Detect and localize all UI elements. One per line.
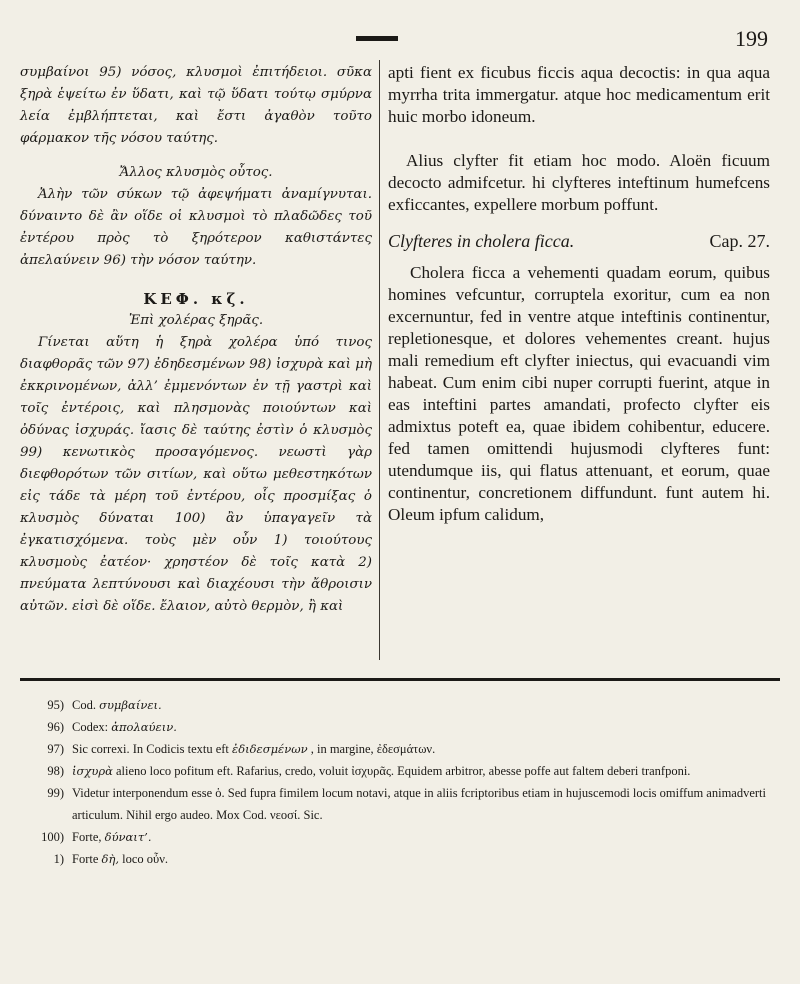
footnote-text-pre: Cod. (72, 698, 96, 712)
footnote (22, 694, 778, 716)
footnote-greek-term: δύναιτ’. (104, 830, 152, 844)
header-ornament-rule (356, 36, 398, 41)
greek-column (20, 62, 372, 618)
footnote-greek-term: δὴ, (101, 852, 119, 866)
footnote-text (72, 760, 778, 782)
greek-chapter-heading: ΚΕΦ. κζ. (143, 290, 249, 308)
footnote-number: 96) (47, 720, 64, 734)
footnote (22, 760, 778, 782)
footnote (22, 826, 778, 848)
greek-paragraph-3: Γίνεται αὕτη ἡ ξηρὰ χολέρα ὑπό τινος διαφθορᾶς τῶν 97) ἐδηδεσμένων 98) ἰσχυρὰ καὶ μὴ ἐκκρινομένων, ἀλλ’ ἐμμενόντων ἐν τῇ γαστρὶ καὶ τοῖς ἐντέροις, καὶ πλησμονὰς ποιούντων καὶ ὀδύνας ἰσχυράς. ἴασις δὲ ταύτης ἐστὶν ὁ κλυσμὸς 99) κενωτικὸς προσαγόμενος. νεωστὶ γὰρ διεφθορότων τῶν σιτίων, καὶ οὕτω μεθεστηκότων εἰς τάδε τὰ μέρη τοῦ ἐντέρου, οἷς προσμίξας ὁ κλυσμὸς δύναται 100) ἂν ὑπαγαγεῖν τὰ ἐγκατισχόμενα. τοὺς μὲν οὖν 1) τοιούτους κλυσμοὺς ἐατέον· χρηστέον δὲ τοῖς κατὰ 2) πνεύματα λεπτύνουσι καὶ διαχέουσι τὴν ἄθροισιν αὐτῶν. εἰσὶ δὲ οἵδε. ἔλαιον, αὐτὸ θερμὸν, ἢ καὶ (20, 335, 372, 614)
footnote-text-post: loco οὖν. (122, 852, 168, 866)
footnote-number: 98) (47, 764, 64, 778)
page-number: 199 (735, 26, 768, 51)
footnote-number: 95) (47, 698, 64, 712)
footnote-text (72, 738, 778, 760)
footnotes (22, 694, 778, 870)
footnote-number: 97) (47, 742, 64, 756)
footnote-number: 1) (53, 852, 64, 866)
footnote-text-pre: Forte, (72, 830, 102, 844)
footnote (22, 848, 778, 870)
footnote-greek-term: ἰσχυρὰ (72, 764, 113, 778)
latin-heading-cap: Cap. 27. (709, 231, 770, 251)
footnote-text-pre: Codex: (72, 720, 109, 734)
footnote-text (72, 782, 778, 826)
footnote-number: 100) (41, 830, 64, 844)
footnote-greek-term: ἐδιδεσμένων (232, 742, 308, 756)
footnote-text-pre: Sic correxi. In Codicis textu eft (72, 742, 229, 756)
footnote-text-post: alieno loco pofitum eft. Rafarius, credo, voluit ἰσχυρᾶς. Equidem arbitror, abesse poffe aut faltem deberi tranfponi. (115, 764, 691, 778)
greek-section-title: Ἄλλος κλυσμὸς οὗτος. (119, 165, 273, 180)
footnote-text-pre: Forte (72, 852, 99, 866)
footnote-text (72, 826, 778, 848)
footnote-greek-term: συμβαίνει. (99, 698, 162, 712)
latin-chapter-heading (388, 230, 770, 252)
latin-heading-title: Clyfteres in cholera ficca. (388, 231, 575, 251)
footnote-text-pre: Videtur interponendum esse ὁ. Sed fupra fimilem locum notavi, atque in aliis fcriptoribus etiam in hujuscemodi locis omiffum animadverti articulum. Nihil ergo audeo. Mox Cod. νεοσί. Sic. (72, 786, 767, 822)
footnote-text (72, 716, 778, 738)
greek-paragraph-1: συμβαίνοι 95) νόσος, κλυσμοὶ ἐπιτήδειοι. σῦκα ξηρὰ ἑψείτω ἐν ὕδατι, καὶ τῷ ὕδατι τούτῳ σμύρνα λεία ἐμβλήπτεται, καὶ ἔστι ἀγαθὸν τοῦτο φάρμακον τῆς νόσου ταύτης. (20, 65, 372, 146)
footnote (22, 782, 778, 826)
column-divider (379, 60, 380, 660)
footnote (22, 716, 778, 738)
latin-paragraph-3: Cholera ficca a vehementi quadam eorum, quibus homines vefcuntur, corruptela exoritur, cum ea non excernuntur, fed in ventre atque inteftinis continentur, repletionesque, et dolores vehementes creant. hujus mali remedium eft clyfter iniectus, qui evacuandi vim habeat. Cum enim cibi nuper corrupti fuerint, atque in eas inteftini partes amandati, profecto clyfter eis admixtus poteft ea, quae ibidem cohibentur, educere. fed tamen omittendi hujusmodi clyfteres funt: utendumque iis, qui flatus attenuant, et eorum, quae continentur, concretionem diffundunt. funt autem hi. Oleum ipfum calidum, (388, 263, 770, 524)
greek-chapter-subtitle: Ἐπὶ χολέρας ξηρᾶς. (128, 313, 264, 328)
footnote-text-post: , in margine, ἐδεσμάτων. (310, 742, 436, 756)
latin-column (388, 62, 770, 526)
latin-paragraph-2: Alius clyfter fit etiam hoc modo. Aloën ficuum decocto admifcetur. hi clyfteres inteftinum humefcens exficcantes, expellere morbum poffunt. (388, 151, 770, 214)
footnote (22, 738, 778, 760)
greek-paragraph-2: Ἀλὴν τῶν σύκων τῷ ἀφεψήματι ἀναμίγνυται. δύναιντο δὲ ἂν οἵδε οἱ κλυσμοὶ τὸ πλαδῶδες τοῦ ἐντέρου πρὸς τὸ ξηρότερον καθιστάντες ἀπελαύνειν 96) τὴν νόσον ταύτην. (20, 187, 372, 268)
footnote-separator-rule (20, 678, 780, 681)
footnote-text (72, 694, 778, 716)
footnote-number: 99) (47, 786, 64, 800)
footnote-text (72, 848, 778, 870)
latin-paragraph-1: apti fient ex ficubus ficcis aqua decoctis: in qua aqua myrrha trita immergatur. atque hoc medicamentum erit huic morbo idoneum. (388, 63, 770, 126)
footnote-greek-term: ἀπολαύειν. (111, 720, 177, 734)
